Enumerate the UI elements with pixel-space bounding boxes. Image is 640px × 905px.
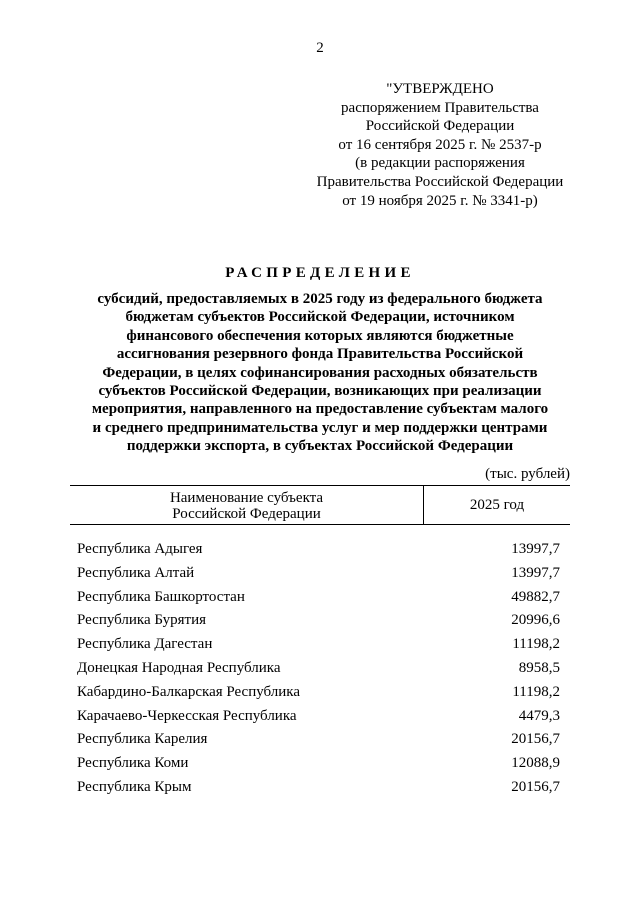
subject-name: Республика Крым [77,778,192,795]
subject-amount: 49882,7 [511,588,560,605]
approval-line: Российской Федерации [365,118,515,135]
subject-name: Республика Алтай [77,564,195,581]
table-row [77,755,560,779]
subject-amount: 13997,7 [511,564,560,581]
subtitle-line: бюджетам субъектов Российской Федерации, источником [125,309,515,326]
subtitle-line: финансового обеспечения которых являются бюджетные [126,327,514,344]
approval-line: от 19 ноября 2025 г. № 3341-р) [342,192,538,209]
subject-amount: 12088,9 [511,755,560,772]
subject-name: Республика Адыгея [77,541,203,557]
table-row [77,541,560,565]
subject-name: Кабардино-Балкарская Республика [77,683,301,700]
subject-amount: 4479,3 [518,707,560,724]
approval-stamp [290,80,590,210]
table-row [77,660,560,684]
subtitle-line: субъектов Российской Федерации, возникающих при реализации [98,383,542,400]
subtitle-line: и среднего предпринимательства услуг и мер поддержки центрами [92,419,548,436]
header-subject-name-line: Российской Федерации [172,506,321,522]
subtitle-line: Федерации, в целях софинансирования расходных обязательств [102,364,538,381]
header-subject-name [70,490,423,522]
document-title: РАСПРЕДЕЛЕНИЕ [225,265,415,281]
subject-amount: 20156,7 [511,731,560,748]
subject-name: Донецкая Народная Республика [77,659,281,676]
subject-name: Республика Дагестан [77,636,213,653]
table-row [77,612,560,636]
subject-amount: 20156,7 [511,778,560,795]
approval-line: от 16 сентября 2025 г. № 2537-р [338,136,542,153]
subject-name: Республика Бурятия [77,612,207,629]
table-row [77,684,560,708]
subject-name: Республика Карелия [77,731,208,748]
subtitle-line: мероприятия, направленного на предоставление субъектам малого [91,401,549,418]
document-subtitle [80,290,560,456]
header-year: 2025 год [469,497,525,513]
subject-amount: 13997,7 [511,541,560,557]
table-header [70,485,570,525]
unit-note: (тыс. рублей) [485,466,570,482]
subject-name: Республика Коми [77,755,189,772]
header-subject-name-line: Наименование субъекта [169,490,324,506]
subject-amount: 11198,2 [512,683,560,700]
subject-name: Республика Башкортостан [77,588,245,605]
subject-name: Карачаево-Черкесская Республика [77,707,297,724]
table-row [77,636,560,660]
subject-amount: 11198,2 [512,636,560,653]
subtitle-line: ассигнования резервного фонда Правительства Российской [116,346,524,363]
approval-line: "УТВЕРЖДЕНО [386,81,494,97]
table-row [77,731,560,755]
approval-line: Правительства Российской Федерации [316,173,564,190]
page-number: 2 [316,40,324,56]
subject-amount: 20996,6 [511,612,560,629]
subject-amount: 8958,5 [518,659,560,676]
subtitle-line: поддержки экспорта, в субъектах Российской Федерации [126,438,514,455]
table-row [77,708,560,732]
table-body [77,541,560,803]
table-row [77,565,560,589]
table-row [77,779,560,803]
table-row [77,589,560,613]
subtitle-line: субсидий, предоставляемых в 2025 году из федерального бюджета [97,291,543,307]
approval-line: распоряжением Правительства [341,99,539,116]
approval-line: (в редакции распоряжения [355,155,525,172]
